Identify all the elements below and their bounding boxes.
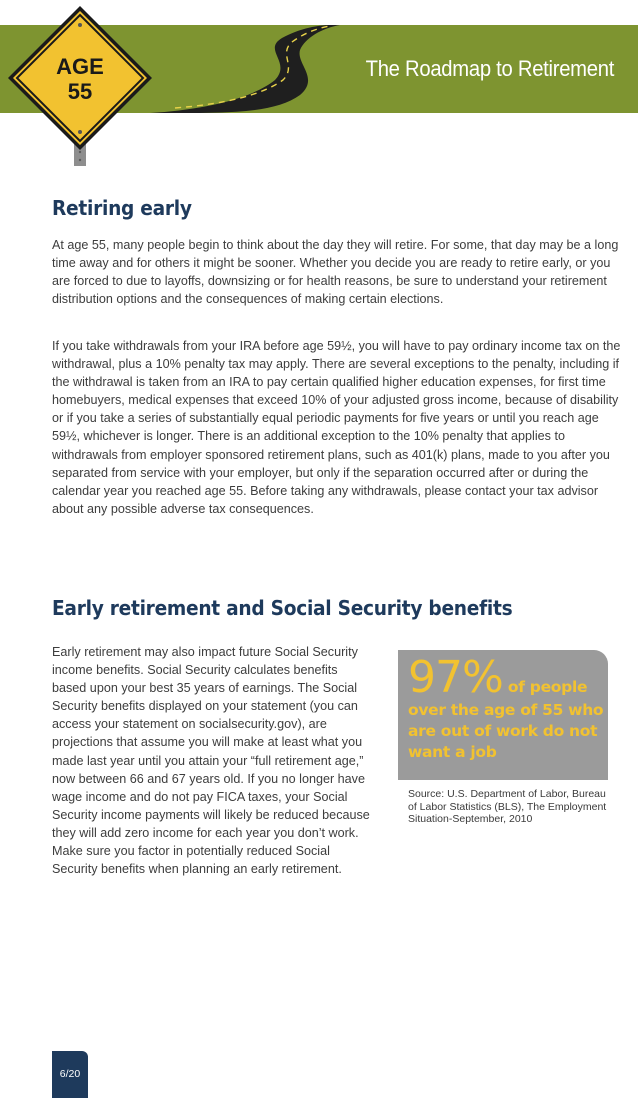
callout-source: Source: U.S. Department of Labor, Bureau of Labor Statistics (BLS), The Employment Situation-September, 2010 [408, 788, 607, 825]
callout-text-first: of people [507, 678, 588, 696]
callout-percent: 97% [408, 652, 503, 703]
callout-text [408, 652, 604, 763]
sign-age-label: AGE [56, 54, 104, 79]
page-title: The Roadmap to Retirement [365, 56, 614, 81]
retiring-early-paragraph-1: At age 55, many people begin to think about the day they will retire. For some, that day may be a long time away and for others it might be sooner. Whether you decide you are ready to retire early, or you are forced to due to layoffs, downsizing or for health reasons, be sure to understand your retirement distribution options and the consequences of making certain elections. [52, 238, 619, 307]
sign-age-number: 55 [67, 79, 93, 104]
section-heading-social-security: Early retirement and Social Security benefits [52, 596, 513, 620]
statistic-callout [398, 650, 608, 780]
section-heading-retiring-early: Retiring early [52, 196, 192, 220]
road-shape [150, 25, 340, 113]
page-number: 6/20 [52, 1051, 88, 1098]
retiring-early-paragraph-2: If you take withdrawals from your IRA before age 59½, you will have to pay ordinary income tax on the withdrawal, plus a 10% penalty tax may apply. There are several exceptions to the penalty, including if the withdrawal is taken from an IRA to pay certain qualified higher education expenses, for first time homebuyers, medical expenses that exceed 10% of your adjusted gross income, because of disability or if you take a series of substantially equal periodic payments for five years or until you reach age 59½, whichever is longer. There is an additional exception to the 10% penalty that applies to withdrawals from employer sponsored retirement plans, such as 401(k) plans, made to you after you separated from service with your employer, but only if the separation occurred after or during the calendar year you reached age 55. Before taking any withdrawals, please contact your tax advisor about any possible adverse tax consequences. [52, 339, 621, 516]
callout-text-rest: over the age of 55 who are out of work do not want a job [408, 701, 604, 761]
social-security-paragraph: Early retirement may also impact future Social Security income benefits. Social Security calculates benefits based upon your best 35 years of earnings. The Social Security benefits displayed on your statement (you can access your statement on socialsecurity.gov), are projections that assume you will make at least what you made last year until you attain your “full retirement age,” now between 66 and 67 years old. If you no longer have wage income and do not pay FICA taxes, your Social Security income payments will likely be reduced because they will add zero income for each year you don’t work. Make sure you factor in potentially reduced Social Security benefits when planning an early retirement. [52, 645, 370, 877]
